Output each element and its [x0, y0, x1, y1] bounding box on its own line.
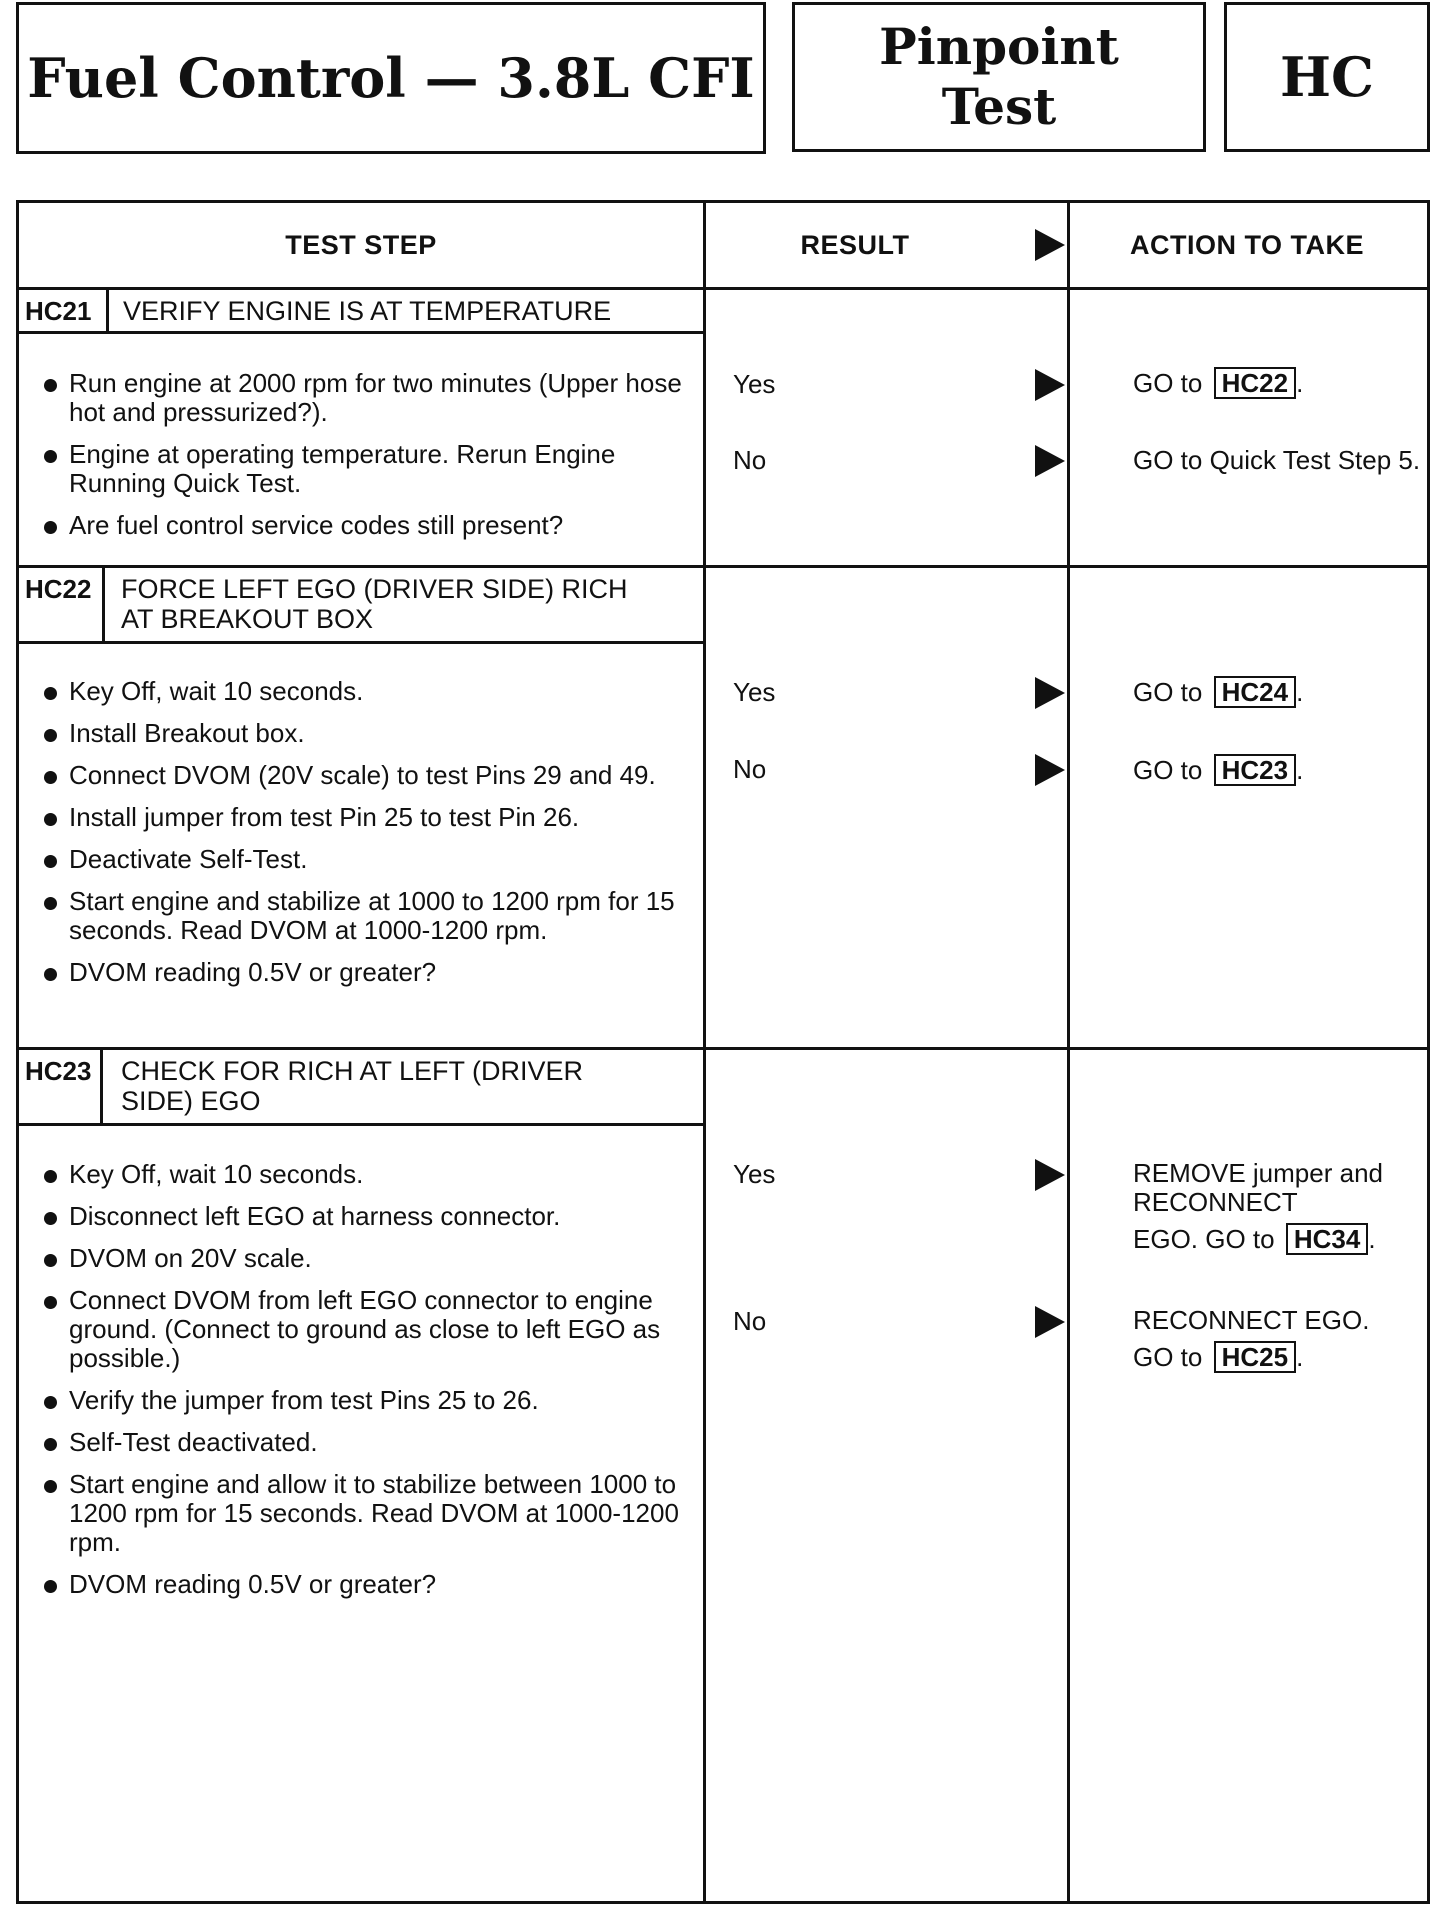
- step-header: [19, 568, 703, 644]
- action-suffix: .: [1296, 755, 1304, 785]
- step-title-line: AT BREAKOUT BOX: [121, 604, 374, 634]
- step-title-line: FORCE LEFT EGO (DRIVER SIDE) RICH: [121, 574, 628, 604]
- action-suffix: .: [1368, 1224, 1376, 1254]
- step-title: [121, 1050, 583, 1116]
- result-arrow-icon: [1035, 369, 1065, 401]
- action-text: GO to Quick Test Step 5.: [1133, 445, 1421, 475]
- action-line: RECONNECT: [1133, 1187, 1298, 1217]
- step-reference-hc25[interactable]: HC25: [1214, 1341, 1296, 1373]
- step-code: HC23: [19, 1050, 103, 1123]
- step-bullet-list: [41, 1160, 701, 1612]
- step-title: [121, 568, 628, 634]
- step-bullet-list: [41, 677, 701, 1000]
- action-suffix: .: [1296, 677, 1304, 707]
- pinpoint-test-table: [16, 200, 1430, 1904]
- result-yes: Yes: [733, 369, 776, 399]
- column-divider-2: [1067, 203, 1070, 1901]
- step-bullet: DVOM reading 0.5V or greater?: [41, 1570, 701, 1599]
- step-title-line: SIDE) EGO: [121, 1086, 261, 1116]
- step-header: [19, 1050, 703, 1126]
- step-bullet: Self-Test deactivated.: [41, 1428, 701, 1457]
- step-bullet: DVOM on 20V scale.: [41, 1244, 701, 1273]
- document-title: [16, 2, 766, 154]
- column-header-result: RESULT: [800, 229, 910, 260]
- result-no: No: [733, 754, 767, 784]
- step-bullet: Install jumper from test Pin 25 to test Pin 26.: [41, 803, 701, 832]
- column-divider-1: [703, 203, 706, 1901]
- action-text: [1133, 676, 1423, 708]
- step-bullet: Are fuel control service codes still present?: [41, 511, 701, 540]
- step-title: [123, 290, 611, 326]
- section-code-box: [1224, 2, 1430, 152]
- action-text: [1133, 1306, 1423, 1373]
- result-yes: Yes: [733, 1159, 776, 1189]
- section-code: HC: [1280, 45, 1374, 109]
- step-reference-hc34[interactable]: HC34: [1286, 1223, 1368, 1255]
- result-no: No: [733, 1306, 767, 1336]
- step-code: HC21: [19, 290, 109, 331]
- step-bullet: DVOM reading 0.5V or greater?: [41, 958, 701, 987]
- step-bullet: Deactivate Self-Test.: [41, 845, 701, 874]
- action-line: RECONNECT EGO.: [1133, 1305, 1370, 1335]
- step-reference-hc24[interactable]: HC24: [1214, 676, 1296, 708]
- step-bullet: Verify the jumper from test Pins 25 to 26.: [41, 1386, 701, 1415]
- action-line: REMOVE jumper and: [1133, 1158, 1383, 1188]
- action-suffix: .: [1296, 1342, 1304, 1372]
- column-header-test-step: TEST STEP: [285, 229, 437, 260]
- step-bullet: Start engine and allow it to stabilize between 1000 to 1200 rpm for 15 seconds. Read DVOM at 1000-1200 rpm.: [41, 1470, 701, 1557]
- step-bullet: Connect DVOM from left EGO connector to engine ground. (Connect to ground as close to left EGO as possible.): [41, 1286, 701, 1373]
- header-arrow-icon: [1035, 229, 1065, 261]
- step-reference-hc23[interactable]: HC23: [1214, 754, 1296, 786]
- step-bullet: Start engine and stabilize at 1000 to 1200 rpm for 15 seconds. Read DVOM at 1000-1200 rpm.: [41, 887, 701, 945]
- step-title-line: VERIFY ENGINE IS AT TEMPERATURE: [123, 296, 612, 326]
- action-line: [1133, 1341, 1423, 1373]
- step-bullet: Key Off, wait 10 seconds.: [41, 1160, 701, 1189]
- result-arrow-icon: [1035, 445, 1065, 477]
- step-header: [19, 290, 703, 334]
- result-no: No: [733, 445, 767, 475]
- step-bullet: Disconnect left EGO at harness connector.: [41, 1202, 701, 1231]
- result-yes: Yes: [733, 677, 776, 707]
- column-header-action: ACTION TO TAKE: [1130, 229, 1364, 260]
- step-title-line: CHECK FOR RICH AT LEFT (DRIVER: [121, 1056, 584, 1086]
- document-title-text: Fuel Control — 3.8L CFI: [27, 46, 755, 110]
- test-type-line1: Pinpoint: [879, 17, 1119, 76]
- action-text: [1133, 754, 1423, 786]
- step-bullet-list: [41, 369, 701, 553]
- action-line: [1133, 1223, 1423, 1255]
- action-label: GO to: [1133, 368, 1203, 398]
- step-bullet: Key Off, wait 10 seconds.: [41, 677, 701, 706]
- action-text: [1133, 367, 1423, 399]
- action-suffix: .: [1296, 368, 1304, 398]
- step-reference-hc22[interactable]: HC22: [1214, 367, 1296, 399]
- step-bullet: Connect DVOM (20V scale) to test Pins 29 and 49.: [41, 761, 701, 790]
- action-label: GO to: [1133, 677, 1203, 707]
- result-arrow-icon: [1035, 677, 1065, 709]
- action-text: [1133, 1159, 1423, 1255]
- test-type-line2: Test: [941, 77, 1057, 136]
- action-label: GO to: [1133, 1342, 1203, 1372]
- step-code: HC22: [19, 568, 105, 641]
- result-arrow-icon: [1035, 1306, 1065, 1338]
- result-arrow-icon: [1035, 1159, 1065, 1191]
- test-type-box: [792, 2, 1206, 152]
- action-label: GO to: [1133, 755, 1203, 785]
- result-arrow-icon: [1035, 754, 1065, 786]
- step-bullet: Run engine at 2000 rpm for two minutes (Upper hose hot and pressurized?).: [41, 369, 701, 427]
- step-bullet: Install Breakout box.: [41, 719, 701, 748]
- action-label: EGO. GO to: [1133, 1224, 1275, 1254]
- step-bullet: Engine at operating temperature. Rerun Engine Running Quick Test.: [41, 440, 701, 498]
